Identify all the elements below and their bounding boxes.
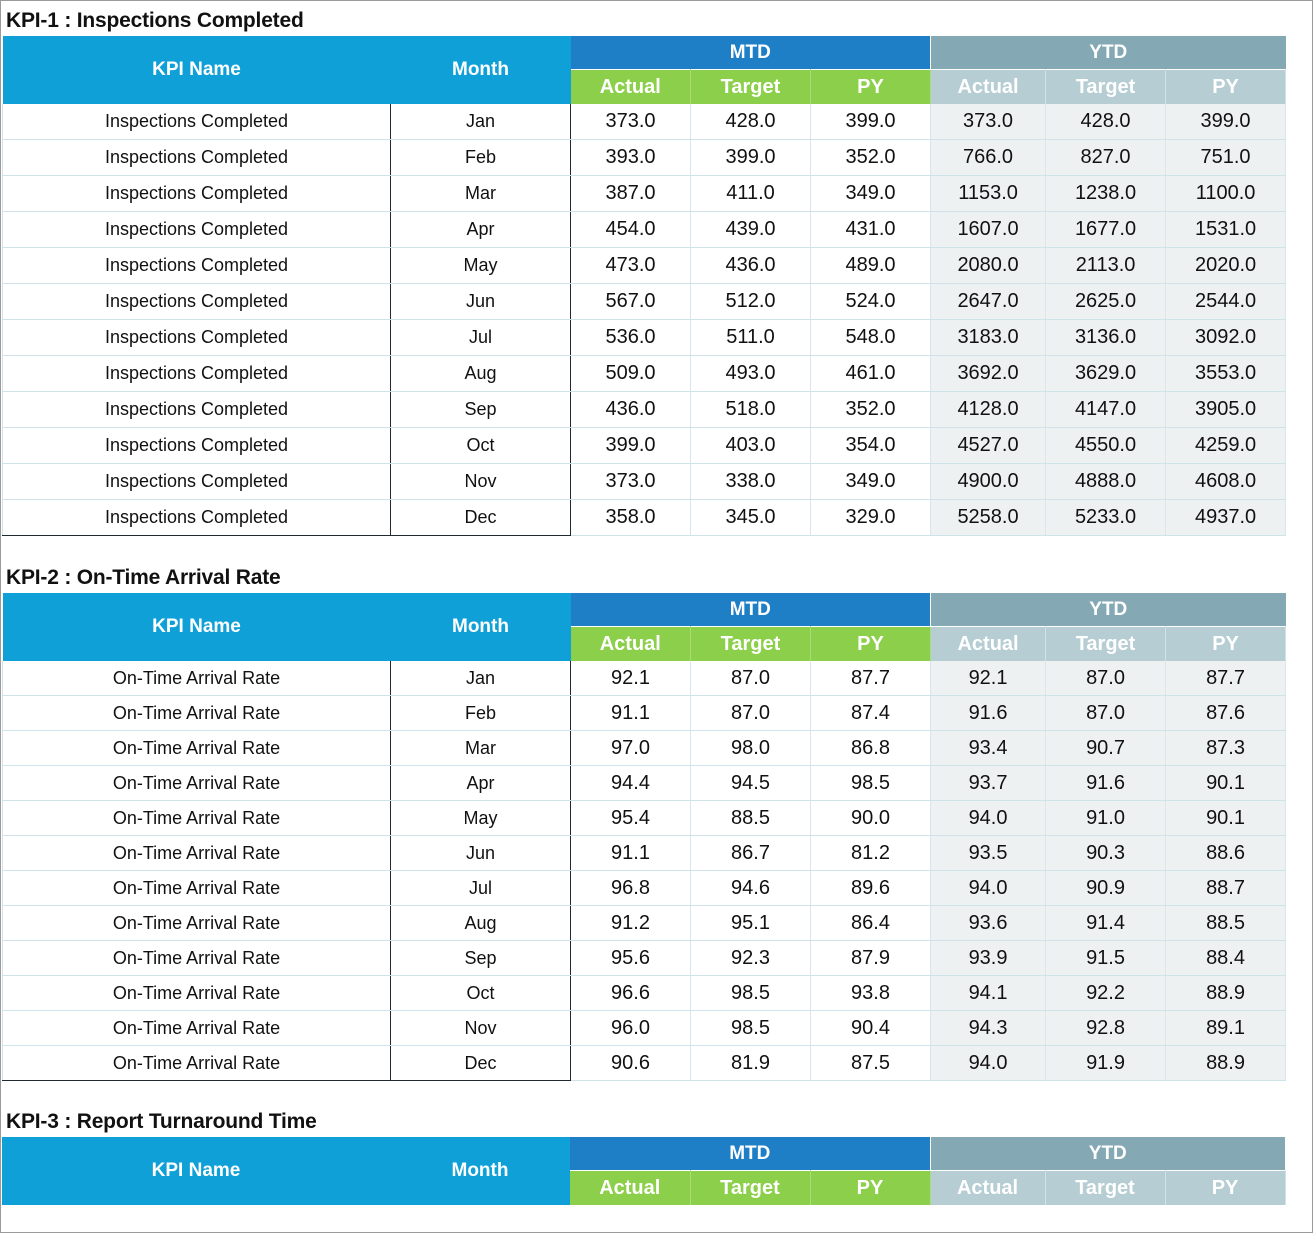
kpi-section-title: KPI-3 : Report Turnaround Time <box>6 1110 317 1133</box>
header-month: Month <box>390 1137 570 1205</box>
header-ytd: YTD <box>930 1137 1285 1171</box>
mtd-target-cell[interactable]: 88.5 <box>691 801 811 836</box>
kpi-table <box>2 1137 1286 1205</box>
ytd-py-cell[interactable]: 4608.0 <box>1166 464 1286 500</box>
table-row <box>3 212 1286 248</box>
table-row <box>3 284 1286 320</box>
ytd-actual-cell[interactable]: 766.0 <box>931 140 1046 176</box>
month-cell[interactable]: Aug <box>391 356 571 392</box>
mtd-py-cell[interactable]: 354.0 <box>811 428 931 464</box>
header-ytd-py: PY <box>1166 627 1286 662</box>
table-row <box>3 836 1286 871</box>
kpi-section-1 <box>2 2 1285 536</box>
header-mtd-target: Target <box>691 70 811 105</box>
ytd-target-cell[interactable]: 90.3 <box>1046 836 1166 871</box>
mtd-actual-cell[interactable]: 96.6 <box>571 976 691 1011</box>
ytd-actual-cell[interactable]: 94.1 <box>931 976 1046 1011</box>
ytd-target-cell[interactable]: 91.6 <box>1046 766 1166 801</box>
ytd-py-cell[interactable]: 751.0 <box>1166 140 1286 176</box>
mtd-actual-cell[interactable]: 96.8 <box>571 871 691 906</box>
kpi-name-cell[interactable]: Inspections Completed <box>3 284 391 320</box>
ytd-actual-cell[interactable]: 4128.0 <box>931 392 1046 428</box>
table-row <box>3 428 1286 464</box>
header-ytd-actual: Actual <box>931 627 1046 662</box>
kpi-name-cell[interactable]: On-Time Arrival Rate <box>3 1046 391 1081</box>
mtd-actual-cell[interactable]: 536.0 <box>571 320 691 356</box>
mtd-target-cell[interactable]: 98.0 <box>691 731 811 766</box>
ytd-target-cell[interactable]: 3136.0 <box>1046 320 1166 356</box>
month-cell[interactable]: Jul <box>391 320 571 356</box>
mtd-target-cell[interactable]: 411.0 <box>691 176 811 212</box>
header-mtd: MTD <box>570 1137 930 1171</box>
header-kpi-name: KPI Name <box>2 1137 390 1205</box>
kpi-name-cell[interactable]: On-Time Arrival Rate <box>3 906 391 941</box>
header-ytd-py: PY <box>1166 70 1286 105</box>
month-cell[interactable]: Jun <box>391 836 571 871</box>
table-row <box>3 976 1286 1011</box>
ytd-actual-cell[interactable]: 93.7 <box>931 766 1046 801</box>
month-cell[interactable]: Sep <box>391 941 571 976</box>
ytd-actual-cell[interactable]: 373.0 <box>931 104 1046 140</box>
ytd-py-cell[interactable]: 88.5 <box>1166 906 1286 941</box>
ytd-actual-cell[interactable]: 1153.0 <box>931 176 1046 212</box>
ytd-target-cell[interactable]: 90.9 <box>1046 871 1166 906</box>
kpi-name-cell[interactable]: Inspections Completed <box>3 104 391 140</box>
table-row <box>3 320 1286 356</box>
month-cell[interactable]: Dec <box>391 500 571 536</box>
month-cell[interactable]: Mar <box>391 176 571 212</box>
ytd-py-cell[interactable]: 89.1 <box>1166 1011 1286 1046</box>
month-cell[interactable]: Apr <box>391 212 571 248</box>
kpi-table <box>2 593 1286 1081</box>
table-row <box>3 941 1286 976</box>
month-cell[interactable]: May <box>391 801 571 836</box>
header-kpi-name: KPI Name <box>3 36 391 104</box>
mtd-py-cell[interactable]: 87.9 <box>811 941 931 976</box>
ytd-target-cell[interactable]: 428.0 <box>1046 104 1166 140</box>
ytd-target-cell[interactable]: 87.0 <box>1046 696 1166 731</box>
mtd-target-cell[interactable]: 87.0 <box>691 661 811 696</box>
ytd-py-cell[interactable]: 88.7 <box>1166 871 1286 906</box>
kpi-name-cell[interactable]: On-Time Arrival Rate <box>3 976 391 1011</box>
kpi-name-cell[interactable]: On-Time Arrival Rate <box>3 941 391 976</box>
ytd-actual-cell[interactable]: 94.3 <box>931 1011 1046 1046</box>
kpi-name-cell[interactable]: Inspections Completed <box>3 320 391 356</box>
month-cell[interactable]: May <box>391 248 571 284</box>
table-row <box>3 104 1286 140</box>
mtd-py-cell[interactable]: 87.5 <box>811 1046 931 1081</box>
ytd-py-cell[interactable]: 3553.0 <box>1166 356 1286 392</box>
ytd-py-cell[interactable]: 88.9 <box>1166 1046 1286 1081</box>
ytd-py-cell[interactable]: 3092.0 <box>1166 320 1286 356</box>
ytd-py-cell[interactable]: 87.6 <box>1166 696 1286 731</box>
ytd-actual-cell[interactable]: 93.4 <box>931 731 1046 766</box>
mtd-actual-cell[interactable]: 454.0 <box>571 212 691 248</box>
mtd-py-cell[interactable]: 86.8 <box>811 731 931 766</box>
ytd-actual-cell[interactable]: 1607.0 <box>931 212 1046 248</box>
mtd-py-cell[interactable]: 93.8 <box>811 976 931 1011</box>
ytd-target-cell[interactable]: 5233.0 <box>1046 500 1166 536</box>
ytd-py-cell[interactable]: 4937.0 <box>1166 500 1286 536</box>
ytd-actual-cell[interactable]: 4527.0 <box>931 428 1046 464</box>
month-cell[interactable]: Feb <box>391 696 571 731</box>
ytd-py-cell[interactable]: 90.1 <box>1166 801 1286 836</box>
header-ytd-target: Target <box>1046 627 1166 662</box>
kpi-name-cell[interactable]: On-Time Arrival Rate <box>3 1011 391 1046</box>
ytd-py-cell[interactable]: 3905.0 <box>1166 392 1286 428</box>
mtd-target-cell[interactable]: 511.0 <box>691 320 811 356</box>
mtd-py-cell[interactable]: 431.0 <box>811 212 931 248</box>
month-cell[interactable]: Jun <box>391 284 571 320</box>
ytd-py-cell[interactable]: 399.0 <box>1166 104 1286 140</box>
ytd-actual-cell[interactable]: 93.6 <box>931 906 1046 941</box>
mtd-target-cell[interactable]: 86.7 <box>691 836 811 871</box>
mtd-target-cell[interactable]: 399.0 <box>691 140 811 176</box>
mtd-target-cell[interactable]: 436.0 <box>691 248 811 284</box>
mtd-actual-cell[interactable]: 95.4 <box>571 801 691 836</box>
ytd-py-cell[interactable]: 88.9 <box>1166 976 1286 1011</box>
header-mtd: MTD <box>571 36 931 70</box>
ytd-actual-cell[interactable]: 2647.0 <box>931 284 1046 320</box>
table-row <box>3 801 1286 836</box>
ytd-py-cell[interactable]: 87.7 <box>1166 661 1286 696</box>
mtd-py-cell[interactable]: 548.0 <box>811 320 931 356</box>
kpi-name-cell[interactable]: Inspections Completed <box>3 176 391 212</box>
mtd-actual-cell[interactable]: 90.6 <box>571 1046 691 1081</box>
mtd-target-cell[interactable]: 428.0 <box>691 104 811 140</box>
ytd-py-cell[interactable]: 1100.0 <box>1166 176 1286 212</box>
mtd-py-cell[interactable]: 461.0 <box>811 356 931 392</box>
month-cell[interactable]: Sep <box>391 392 571 428</box>
kpi-name-cell[interactable]: Inspections Completed <box>3 212 391 248</box>
mtd-py-cell[interactable]: 524.0 <box>811 284 931 320</box>
month-cell[interactable]: Jan <box>391 661 571 696</box>
mtd-actual-cell[interactable]: 91.1 <box>571 696 691 731</box>
header-ytd: YTD <box>931 593 1286 627</box>
ytd-py-cell[interactable]: 1531.0 <box>1166 212 1286 248</box>
month-cell[interactable]: Aug <box>391 906 571 941</box>
mtd-actual-cell[interactable]: 91.1 <box>571 836 691 871</box>
mtd-py-cell[interactable]: 98.5 <box>811 766 931 801</box>
header-ytd-actual: Actual <box>931 70 1046 105</box>
ytd-py-cell[interactable]: 4259.0 <box>1166 428 1286 464</box>
mtd-py-cell[interactable]: 89.6 <box>811 871 931 906</box>
kpi-table <box>2 36 1286 536</box>
mtd-actual-cell[interactable]: 92.1 <box>571 661 691 696</box>
header-mtd-py: PY <box>811 627 931 662</box>
month-cell[interactable]: Nov <box>391 1011 571 1046</box>
mtd-actual-cell[interactable]: 567.0 <box>571 284 691 320</box>
mtd-py-cell[interactable]: 352.0 <box>811 140 931 176</box>
table-row <box>3 1046 1286 1081</box>
mtd-py-cell[interactable]: 87.4 <box>811 696 931 731</box>
ytd-actual-cell[interactable]: 94.0 <box>931 801 1046 836</box>
mtd-actual-cell[interactable]: 97.0 <box>571 731 691 766</box>
header-kpi-name: KPI Name <box>3 593 391 661</box>
header-mtd-py: PY <box>810 1171 930 1206</box>
table-row <box>3 356 1286 392</box>
ytd-actual-cell[interactable]: 3183.0 <box>931 320 1046 356</box>
kpi-section-3 <box>2 1103 1285 1205</box>
month-cell[interactable]: Nov <box>391 464 571 500</box>
ytd-target-cell[interactable]: 91.9 <box>1046 1046 1166 1081</box>
month-cell[interactable]: Oct <box>391 428 571 464</box>
header-mtd-actual: Actual <box>571 70 691 105</box>
ytd-actual-cell[interactable]: 93.5 <box>931 836 1046 871</box>
month-cell[interactable]: Feb <box>391 140 571 176</box>
kpi-section-title: KPI-2 : On-Time Arrival Rate <box>6 566 281 589</box>
header-ytd-target: Target <box>1045 1171 1165 1206</box>
header-month: Month <box>391 593 571 661</box>
ytd-py-cell[interactable]: 2544.0 <box>1166 284 1286 320</box>
kpi-name-cell[interactable]: Inspections Completed <box>3 392 391 428</box>
mtd-py-cell[interactable]: 349.0 <box>811 176 931 212</box>
ytd-actual-cell[interactable]: 91.6 <box>931 696 1046 731</box>
mtd-actual-cell[interactable]: 373.0 <box>571 104 691 140</box>
table-row <box>3 766 1286 801</box>
ytd-py-cell[interactable]: 2020.0 <box>1166 248 1286 284</box>
mtd-actual-cell[interactable]: 473.0 <box>571 248 691 284</box>
table-row <box>3 392 1286 428</box>
mtd-py-cell[interactable]: 86.4 <box>811 906 931 941</box>
mtd-target-cell[interactable]: 345.0 <box>691 500 811 536</box>
ytd-actual-cell[interactable]: 5258.0 <box>931 500 1046 536</box>
ytd-actual-cell[interactable]: 4900.0 <box>931 464 1046 500</box>
table-row <box>3 248 1286 284</box>
ytd-target-cell[interactable]: 90.7 <box>1046 731 1166 766</box>
kpi-name-cell[interactable]: Inspections Completed <box>3 500 391 536</box>
table-row <box>3 871 1286 906</box>
mtd-target-cell[interactable]: 518.0 <box>691 392 811 428</box>
mtd-target-cell[interactable]: 98.5 <box>691 1011 811 1046</box>
ytd-actual-cell[interactable]: 3692.0 <box>931 356 1046 392</box>
kpi-name-cell[interactable]: On-Time Arrival Rate <box>3 871 391 906</box>
mtd-py-cell[interactable]: 329.0 <box>811 500 931 536</box>
ytd-target-cell[interactable]: 87.0 <box>1046 661 1166 696</box>
month-cell[interactable]: Jul <box>391 871 571 906</box>
mtd-py-cell[interactable]: 399.0 <box>811 104 931 140</box>
ytd-target-cell[interactable]: 91.4 <box>1046 906 1166 941</box>
table-row <box>3 140 1286 176</box>
mtd-actual-cell[interactable]: 509.0 <box>571 356 691 392</box>
kpi-name-cell[interactable]: On-Time Arrival Rate <box>3 731 391 766</box>
month-cell[interactable]: Dec <box>391 1046 571 1081</box>
header-mtd-target: Target <box>691 627 811 662</box>
header-ytd-actual: Actual <box>930 1171 1045 1206</box>
table-row <box>3 1011 1286 1046</box>
ytd-target-cell[interactable]: 91.5 <box>1046 941 1166 976</box>
ytd-actual-cell[interactable]: 2080.0 <box>931 248 1046 284</box>
table-row <box>3 661 1286 696</box>
ytd-actual-cell[interactable]: 94.0 <box>931 871 1046 906</box>
mtd-actual-cell[interactable]: 399.0 <box>571 428 691 464</box>
mtd-actual-cell[interactable]: 436.0 <box>571 392 691 428</box>
ytd-py-cell[interactable]: 90.1 <box>1166 766 1286 801</box>
header-mtd: MTD <box>571 593 931 627</box>
mtd-actual-cell[interactable]: 95.6 <box>571 941 691 976</box>
header-ytd-target: Target <box>1046 70 1166 105</box>
ytd-target-cell[interactable]: 3629.0 <box>1046 356 1166 392</box>
ytd-target-cell[interactable]: 92.8 <box>1046 1011 1166 1046</box>
ytd-py-cell[interactable]: 88.6 <box>1166 836 1286 871</box>
kpi-name-cell[interactable]: Inspections Completed <box>3 248 391 284</box>
header-mtd-actual: Actual <box>571 627 691 662</box>
ytd-target-cell[interactable]: 827.0 <box>1046 140 1166 176</box>
ytd-target-cell[interactable]: 2113.0 <box>1046 248 1166 284</box>
mtd-actual-cell[interactable]: 94.4 <box>571 766 691 801</box>
month-cell[interactable]: Jan <box>391 104 571 140</box>
mtd-target-cell[interactable]: 512.0 <box>691 284 811 320</box>
month-cell[interactable]: Oct <box>391 976 571 1011</box>
kpi-name-cell[interactable]: On-Time Arrival Rate <box>3 766 391 801</box>
mtd-actual-cell[interactable]: 96.0 <box>571 1011 691 1046</box>
ytd-actual-cell[interactable]: 92.1 <box>931 661 1046 696</box>
kpi-name-cell[interactable]: On-Time Arrival Rate <box>3 801 391 836</box>
mtd-target-cell[interactable]: 94.6 <box>691 871 811 906</box>
month-cell[interactable]: Apr <box>391 766 571 801</box>
table-row <box>3 176 1286 212</box>
mtd-target-cell[interactable]: 493.0 <box>691 356 811 392</box>
table-row <box>3 500 1286 536</box>
ytd-py-cell[interactable]: 88.4 <box>1166 941 1286 976</box>
ytd-target-cell[interactable]: 2625.0 <box>1046 284 1166 320</box>
ytd-target-cell[interactable]: 91.0 <box>1046 801 1166 836</box>
mtd-py-cell[interactable]: 90.4 <box>811 1011 931 1046</box>
ytd-target-cell[interactable]: 1677.0 <box>1046 212 1166 248</box>
kpi-name-cell[interactable]: Inspections Completed <box>3 428 391 464</box>
mtd-actual-cell[interactable]: 373.0 <box>571 464 691 500</box>
kpi-name-cell[interactable]: Inspections Completed <box>3 356 391 392</box>
header-mtd-actual: Actual <box>570 1171 690 1206</box>
mtd-actual-cell[interactable]: 387.0 <box>571 176 691 212</box>
kpi-name-cell[interactable]: On-Time Arrival Rate <box>3 661 391 696</box>
header-ytd-py: PY <box>1165 1171 1285 1206</box>
ytd-py-cell[interactable]: 87.3 <box>1166 731 1286 766</box>
kpi-section-2 <box>2 559 1285 1081</box>
ytd-target-cell[interactable]: 4888.0 <box>1046 464 1166 500</box>
table-row <box>3 696 1286 731</box>
mtd-py-cell[interactable]: 489.0 <box>811 248 931 284</box>
kpi-name-cell[interactable]: Inspections Completed <box>3 464 391 500</box>
ytd-actual-cell[interactable]: 94.0 <box>931 1046 1046 1081</box>
header-month: Month <box>391 36 571 104</box>
mtd-py-cell[interactable]: 87.7 <box>811 661 931 696</box>
mtd-actual-cell[interactable]: 393.0 <box>571 140 691 176</box>
ytd-target-cell[interactable]: 1238.0 <box>1046 176 1166 212</box>
mtd-target-cell[interactable]: 95.1 <box>691 906 811 941</box>
table-row <box>3 906 1286 941</box>
mtd-py-cell[interactable]: 349.0 <box>811 464 931 500</box>
mtd-actual-cell[interactable]: 358.0 <box>571 500 691 536</box>
mtd-target-cell[interactable]: 81.9 <box>691 1046 811 1081</box>
mtd-actual-cell[interactable]: 91.2 <box>571 906 691 941</box>
kpi-name-cell[interactable]: On-Time Arrival Rate <box>3 836 391 871</box>
table-row <box>3 464 1286 500</box>
mtd-target-cell[interactable]: 338.0 <box>691 464 811 500</box>
ytd-actual-cell[interactable]: 93.9 <box>931 941 1046 976</box>
kpi-section-title: KPI-1 : Inspections Completed <box>6 9 304 32</box>
header-mtd-target: Target <box>690 1171 810 1206</box>
kpi-name-cell[interactable]: On-Time Arrival Rate <box>3 696 391 731</box>
mtd-target-cell[interactable]: 98.5 <box>691 976 811 1011</box>
mtd-py-cell[interactable]: 90.0 <box>811 801 931 836</box>
mtd-target-cell[interactable]: 94.5 <box>691 766 811 801</box>
mtd-target-cell[interactable]: 87.0 <box>691 696 811 731</box>
mtd-target-cell[interactable]: 439.0 <box>691 212 811 248</box>
ytd-target-cell[interactable]: 4550.0 <box>1046 428 1166 464</box>
mtd-target-cell[interactable]: 92.3 <box>691 941 811 976</box>
header-ytd: YTD <box>931 36 1286 70</box>
header-mtd-py: PY <box>811 70 931 105</box>
mtd-py-cell[interactable]: 81.2 <box>811 836 931 871</box>
ytd-target-cell[interactable]: 92.2 <box>1046 976 1166 1011</box>
kpi-name-cell[interactable]: Inspections Completed <box>3 140 391 176</box>
ytd-target-cell[interactable]: 4147.0 <box>1046 392 1166 428</box>
table-row <box>3 731 1286 766</box>
mtd-py-cell[interactable]: 352.0 <box>811 392 931 428</box>
mtd-target-cell[interactable]: 403.0 <box>691 428 811 464</box>
month-cell[interactable]: Mar <box>391 731 571 766</box>
